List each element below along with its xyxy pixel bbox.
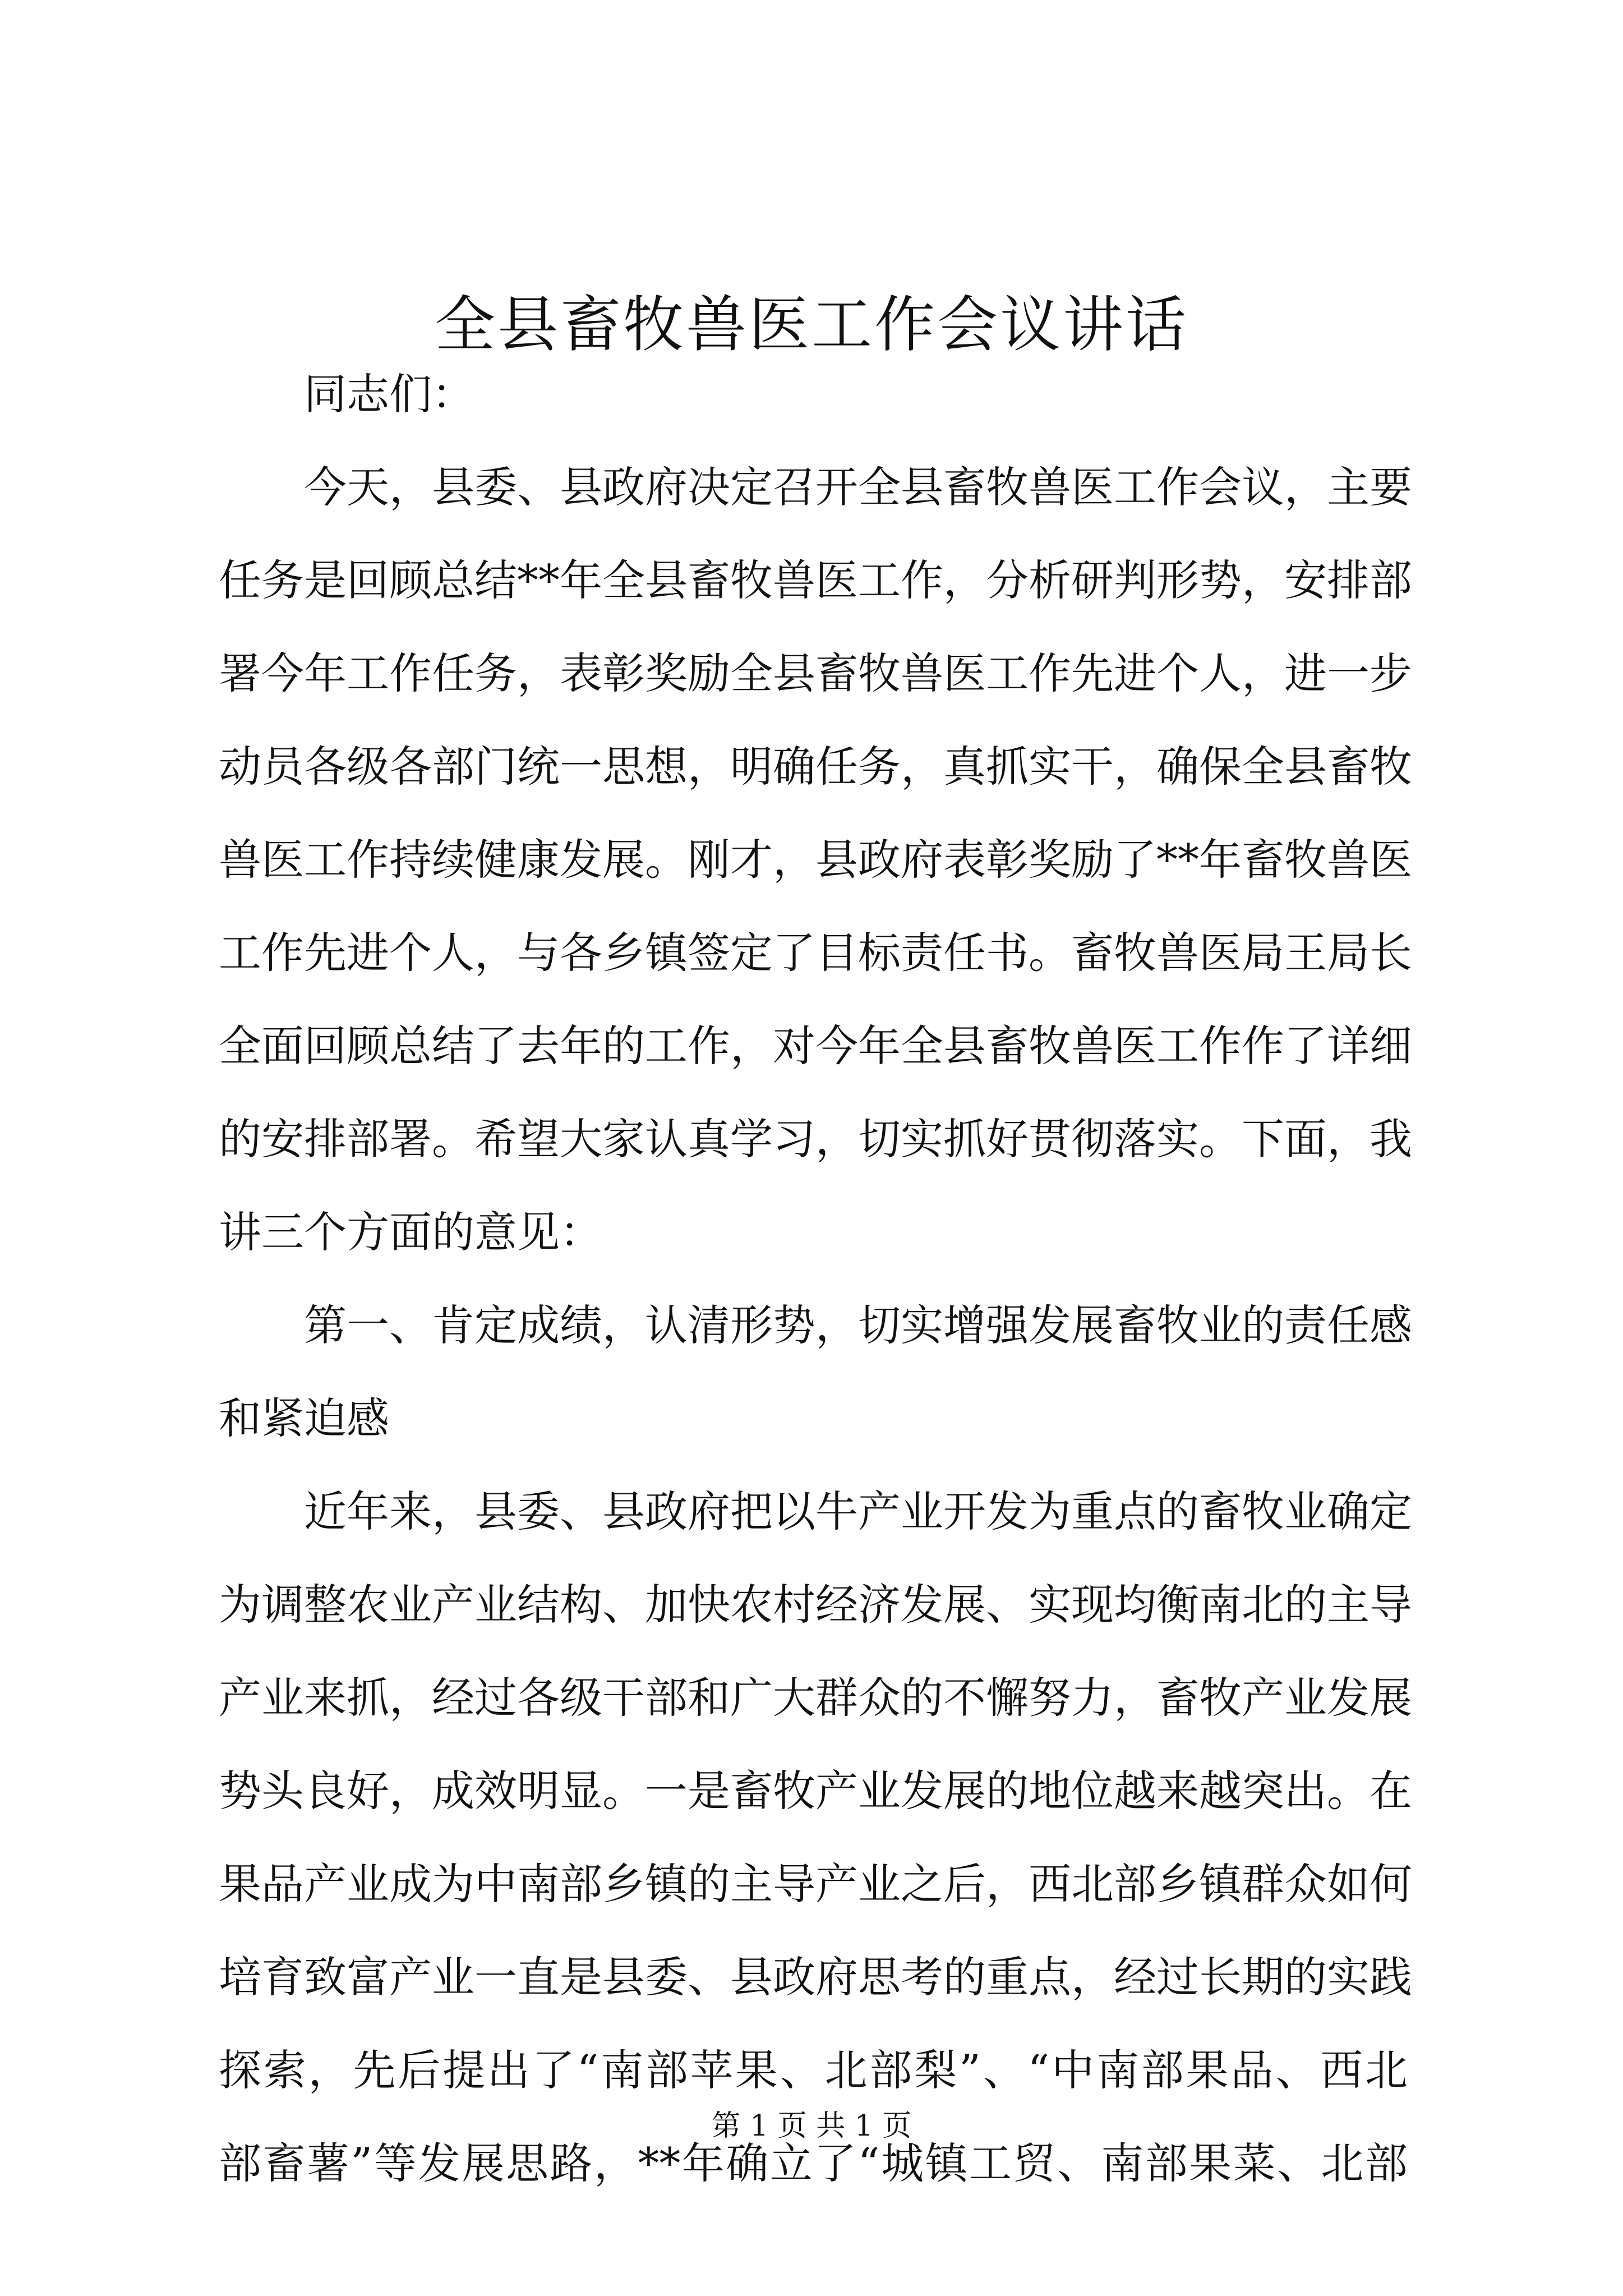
- section-heading-line: 第一、肯定成绩，认清形势，切实增强发展畜牧业的责任感: [304, 1300, 1412, 1350]
- paragraph-line: 署今年工作任务，表彰奖励全县畜牧兽医工作先进个人，进一步: [219, 648, 1412, 698]
- paragraph-line: 讲三个方面的意见：: [219, 1207, 602, 1257]
- document-body: [219, 348, 1412, 2210]
- paragraph-line: 势头良好，成效明显。一是畜牧产业发展的地位越来越突出。在: [219, 1766, 1412, 1816]
- paragraph-line: 的安排部署。希望大家认真学习，切实抓好贯彻落实。下面，我: [219, 1114, 1412, 1164]
- paragraph-line: 为调整农业产业结构、加快农村经济发展、实现均衡南北的主导: [219, 1580, 1412, 1630]
- document-title: 全县畜牧兽医工作会议讲话: [434, 290, 1188, 360]
- section-heading-line: 和紧迫感: [219, 1393, 389, 1443]
- paragraph-line: 兽医工作持续健康发展。刚才，县政府表彰奖励了**年畜牧兽医: [219, 835, 1412, 885]
- paragraph-line: 全面回顾总结了去年的工作，对今年全县畜牧兽医工作作了详细: [219, 1021, 1412, 1071]
- salutation: 同志们：: [304, 369, 474, 419]
- paragraph-line: 产业来抓，经过各级干部和广大群众的不懈努力，畜牧产业发展: [219, 1673, 1412, 1723]
- paragraph-line: 探索，先后提出了“南部苹果、北部梨”、“中南部果品、西北: [219, 2045, 1408, 2095]
- paragraph-line: 任务是回顾总结**年全县畜牧兽医工作，分析研判形势，安排部: [219, 555, 1412, 605]
- paragraph-line: 部畜薯”等发展思路，**年确立了“城镇工贸、南部果菜、北部: [219, 2138, 1408, 2188]
- paragraph-line: 培育致富产业一直是县委、县政府思考的重点，经过长期的实践: [219, 1952, 1412, 2002]
- page-footer: 第 1 页 共 1 页: [711, 2109, 912, 2143]
- paragraph-line: 工作先进个人，与各乡镇签定了目标责任书。畜牧兽医局王局长: [219, 928, 1412, 978]
- paragraph-line: 动员各级各部门统一思想，明确任务，真抓实干，确保全县畜牧: [219, 742, 1412, 792]
- paragraph-line: 果品产业成为中南部乡镇的主导产业之后，西北部乡镇群众如何: [219, 1859, 1412, 1909]
- paragraph-line: 近年来，县委、县政府把以牛产业开发为重点的畜牧业确定: [304, 1487, 1412, 1536]
- paragraph-line: 今天，县委、县政府决定召开全县畜牧兽医工作会议，主要: [304, 462, 1412, 512]
